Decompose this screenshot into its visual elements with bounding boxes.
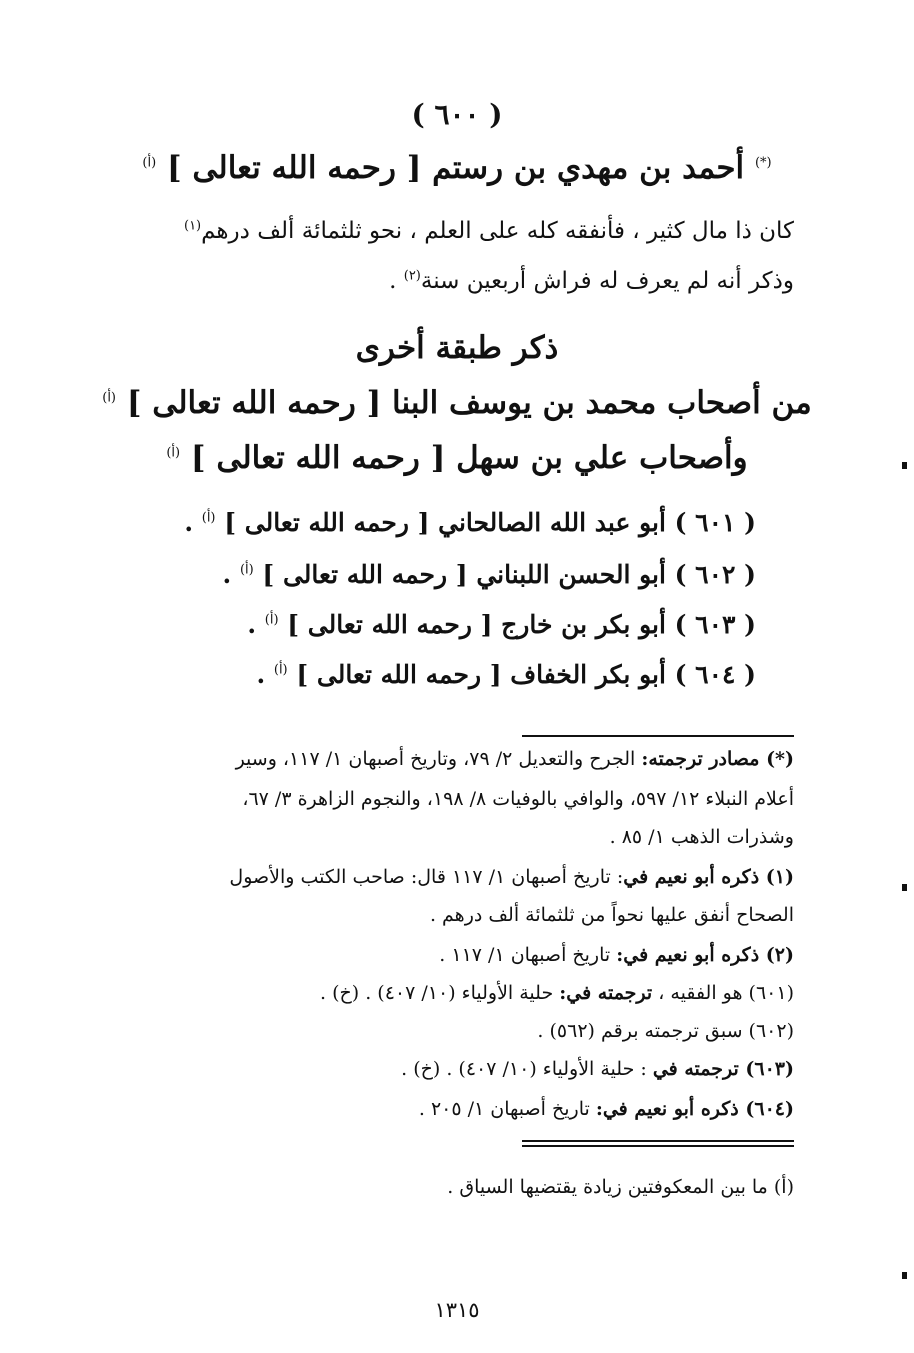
sub-entry-end: . bbox=[184, 508, 202, 537]
body-line-2 bbox=[389, 268, 794, 294]
footnote-602: (٦٠٢) سبق ترجمته برقم (٥٦٢) . bbox=[537, 1020, 794, 1042]
footnote-601-label: ترجمته في: bbox=[559, 982, 653, 1004]
footnote-603 bbox=[401, 1058, 794, 1080]
footnote-604 bbox=[419, 1098, 794, 1120]
footnote-2-label: (٢) ذكره أبو نعيم في: bbox=[616, 944, 794, 966]
footnote-sources-line-1 bbox=[236, 748, 794, 770]
sub-entry-text: ( ٦٠٢ ) أبو الحسن اللبناني [ رحمه الله تعالى ] bbox=[262, 560, 756, 589]
entry-title bbox=[0, 150, 914, 186]
footnote-1-line-2: الصحاح أنفق عليها نحواً من ثلثمائة ألف درهم . bbox=[429, 904, 794, 926]
body-note-1-marker: (١) bbox=[183, 218, 202, 234]
footnote-1-line-1 bbox=[229, 866, 794, 888]
footnote-sources-text-1: الجرح والتعديل ٢/ ٧٩، وتاريخ أصبهان ١/ ١١٧، وسير bbox=[235, 748, 636, 770]
body-line-1 bbox=[184, 218, 794, 244]
section-heading-1: ذكر طبقة أخرى bbox=[355, 330, 559, 366]
sub-entry-note: (أ) bbox=[264, 612, 279, 628]
sub-entry-note: (أ) bbox=[273, 662, 288, 678]
footnote-sources-line-3: وشذرات الذهب ١/ ٨٥ . bbox=[609, 826, 794, 848]
editor-note-separator-bottom bbox=[522, 1145, 794, 1147]
footnote-601 bbox=[320, 982, 794, 1004]
body-line-2-end: . bbox=[389, 268, 404, 294]
editor-note: (أ) ما بين المعكوفتين زيادة يقتضيها السياق . bbox=[447, 1176, 794, 1198]
sub-entry-end: . bbox=[247, 610, 265, 639]
sub-entry-note: (أ) bbox=[201, 510, 216, 526]
sub-entry-text: ( ٦٠١ ) أبو عبد الله الصالحاني [ رحمه الله تعالى ] bbox=[224, 508, 756, 537]
sub-entry-604 bbox=[256, 660, 756, 689]
sub-entry-text: ( ٦٠٣ ) أبو بكر بن خارج [ رحمه الله تعالى ] bbox=[287, 610, 756, 639]
title-note-marker: (أ) bbox=[142, 155, 157, 171]
sub-entry-end: . bbox=[222, 560, 240, 589]
footnote-1-label: (١) ذكره أبو نعيم في bbox=[623, 866, 794, 888]
margin-mark bbox=[902, 884, 907, 891]
page-number: ١٣١٥ bbox=[434, 1298, 480, 1322]
section-heading-2 bbox=[0, 385, 914, 421]
footnote-sources-line-2: أعلام النبلاء ١٢/ ٥٩٧، والوافي بالوفيات ٨/ ١٩٨، والنجوم الزاهرة ٣/ ٦٧، bbox=[242, 788, 794, 810]
sub-entry-601 bbox=[184, 508, 756, 537]
section-heading-2-note: (أ) bbox=[102, 390, 117, 406]
footnote-2 bbox=[439, 944, 794, 966]
sub-entry-602 bbox=[223, 560, 756, 589]
footnote-2-text: تاريخ أصبهان ١/ ١١٧ . bbox=[439, 944, 617, 966]
section-heading-3-text: وأصحاب علي بن سهل [ رحمه الله تعالى ] bbox=[190, 440, 748, 476]
sub-entry-end: . bbox=[256, 660, 274, 689]
footnote-1-text-1: : تاريخ أصبهان ١/ ١١٧ قال: صاحب الكتب والأصول bbox=[229, 866, 624, 888]
footnote-603-text: : حلية الأولياء (١٠/ ٤٠٧) . (خ) . bbox=[401, 1058, 653, 1080]
sub-entry-note: (أ) bbox=[239, 562, 254, 578]
section-heading-3-note: (أ) bbox=[166, 445, 181, 461]
editor-note-separator-top bbox=[522, 1140, 794, 1142]
footnote-604-text: تاريخ أصبهان ١/ ٢٠٥ . bbox=[418, 1098, 596, 1120]
footnote-601-prefix: (٦٠١) هو الفقيه ، bbox=[652, 982, 794, 1004]
sub-entry-603 bbox=[247, 610, 756, 639]
margin-mark bbox=[902, 1272, 907, 1279]
entry-title-text: أحمد بن مهدي بن رستم [ رحمه الله تعالى ] bbox=[166, 150, 745, 186]
footnote-separator bbox=[522, 735, 794, 737]
footnote-604-label: (٦٠٤) ذكره أبو نعيم في: bbox=[595, 1098, 794, 1120]
body-line-1-text: كان ذا مال كثير ، فأنفقه كله على العلم ، نحو ثلثمائة ألف درهم bbox=[201, 218, 794, 244]
section-heading-2-text: من أصحاب محمد بن يوسف البنا [ رحمه الله تعالى ] bbox=[126, 385, 812, 421]
title-star-marker: (*) bbox=[754, 155, 772, 171]
section-heading-3 bbox=[0, 440, 914, 476]
footnote-sources-label: (*) مصادر ترجمته: bbox=[641, 748, 794, 770]
sub-entry-text: ( ٦٠٤ ) أبو بكر الخفاف [ رحمه الله تعالى ] bbox=[296, 660, 756, 689]
entry-number: ( ٦٠٠ ) bbox=[411, 98, 503, 131]
margin-mark bbox=[902, 462, 907, 469]
body-line-2-text: وذكر أنه لم يعرف له فراش أربعين سنة bbox=[420, 268, 794, 294]
footnote-601-text: حلية الأولياء (١٠/ ٤٠٧) . (خ) . bbox=[320, 982, 560, 1004]
footnote-603-label: (٦٠٣) ترجمته في bbox=[652, 1058, 794, 1080]
body-note-2-marker: (٢) bbox=[403, 268, 421, 284]
